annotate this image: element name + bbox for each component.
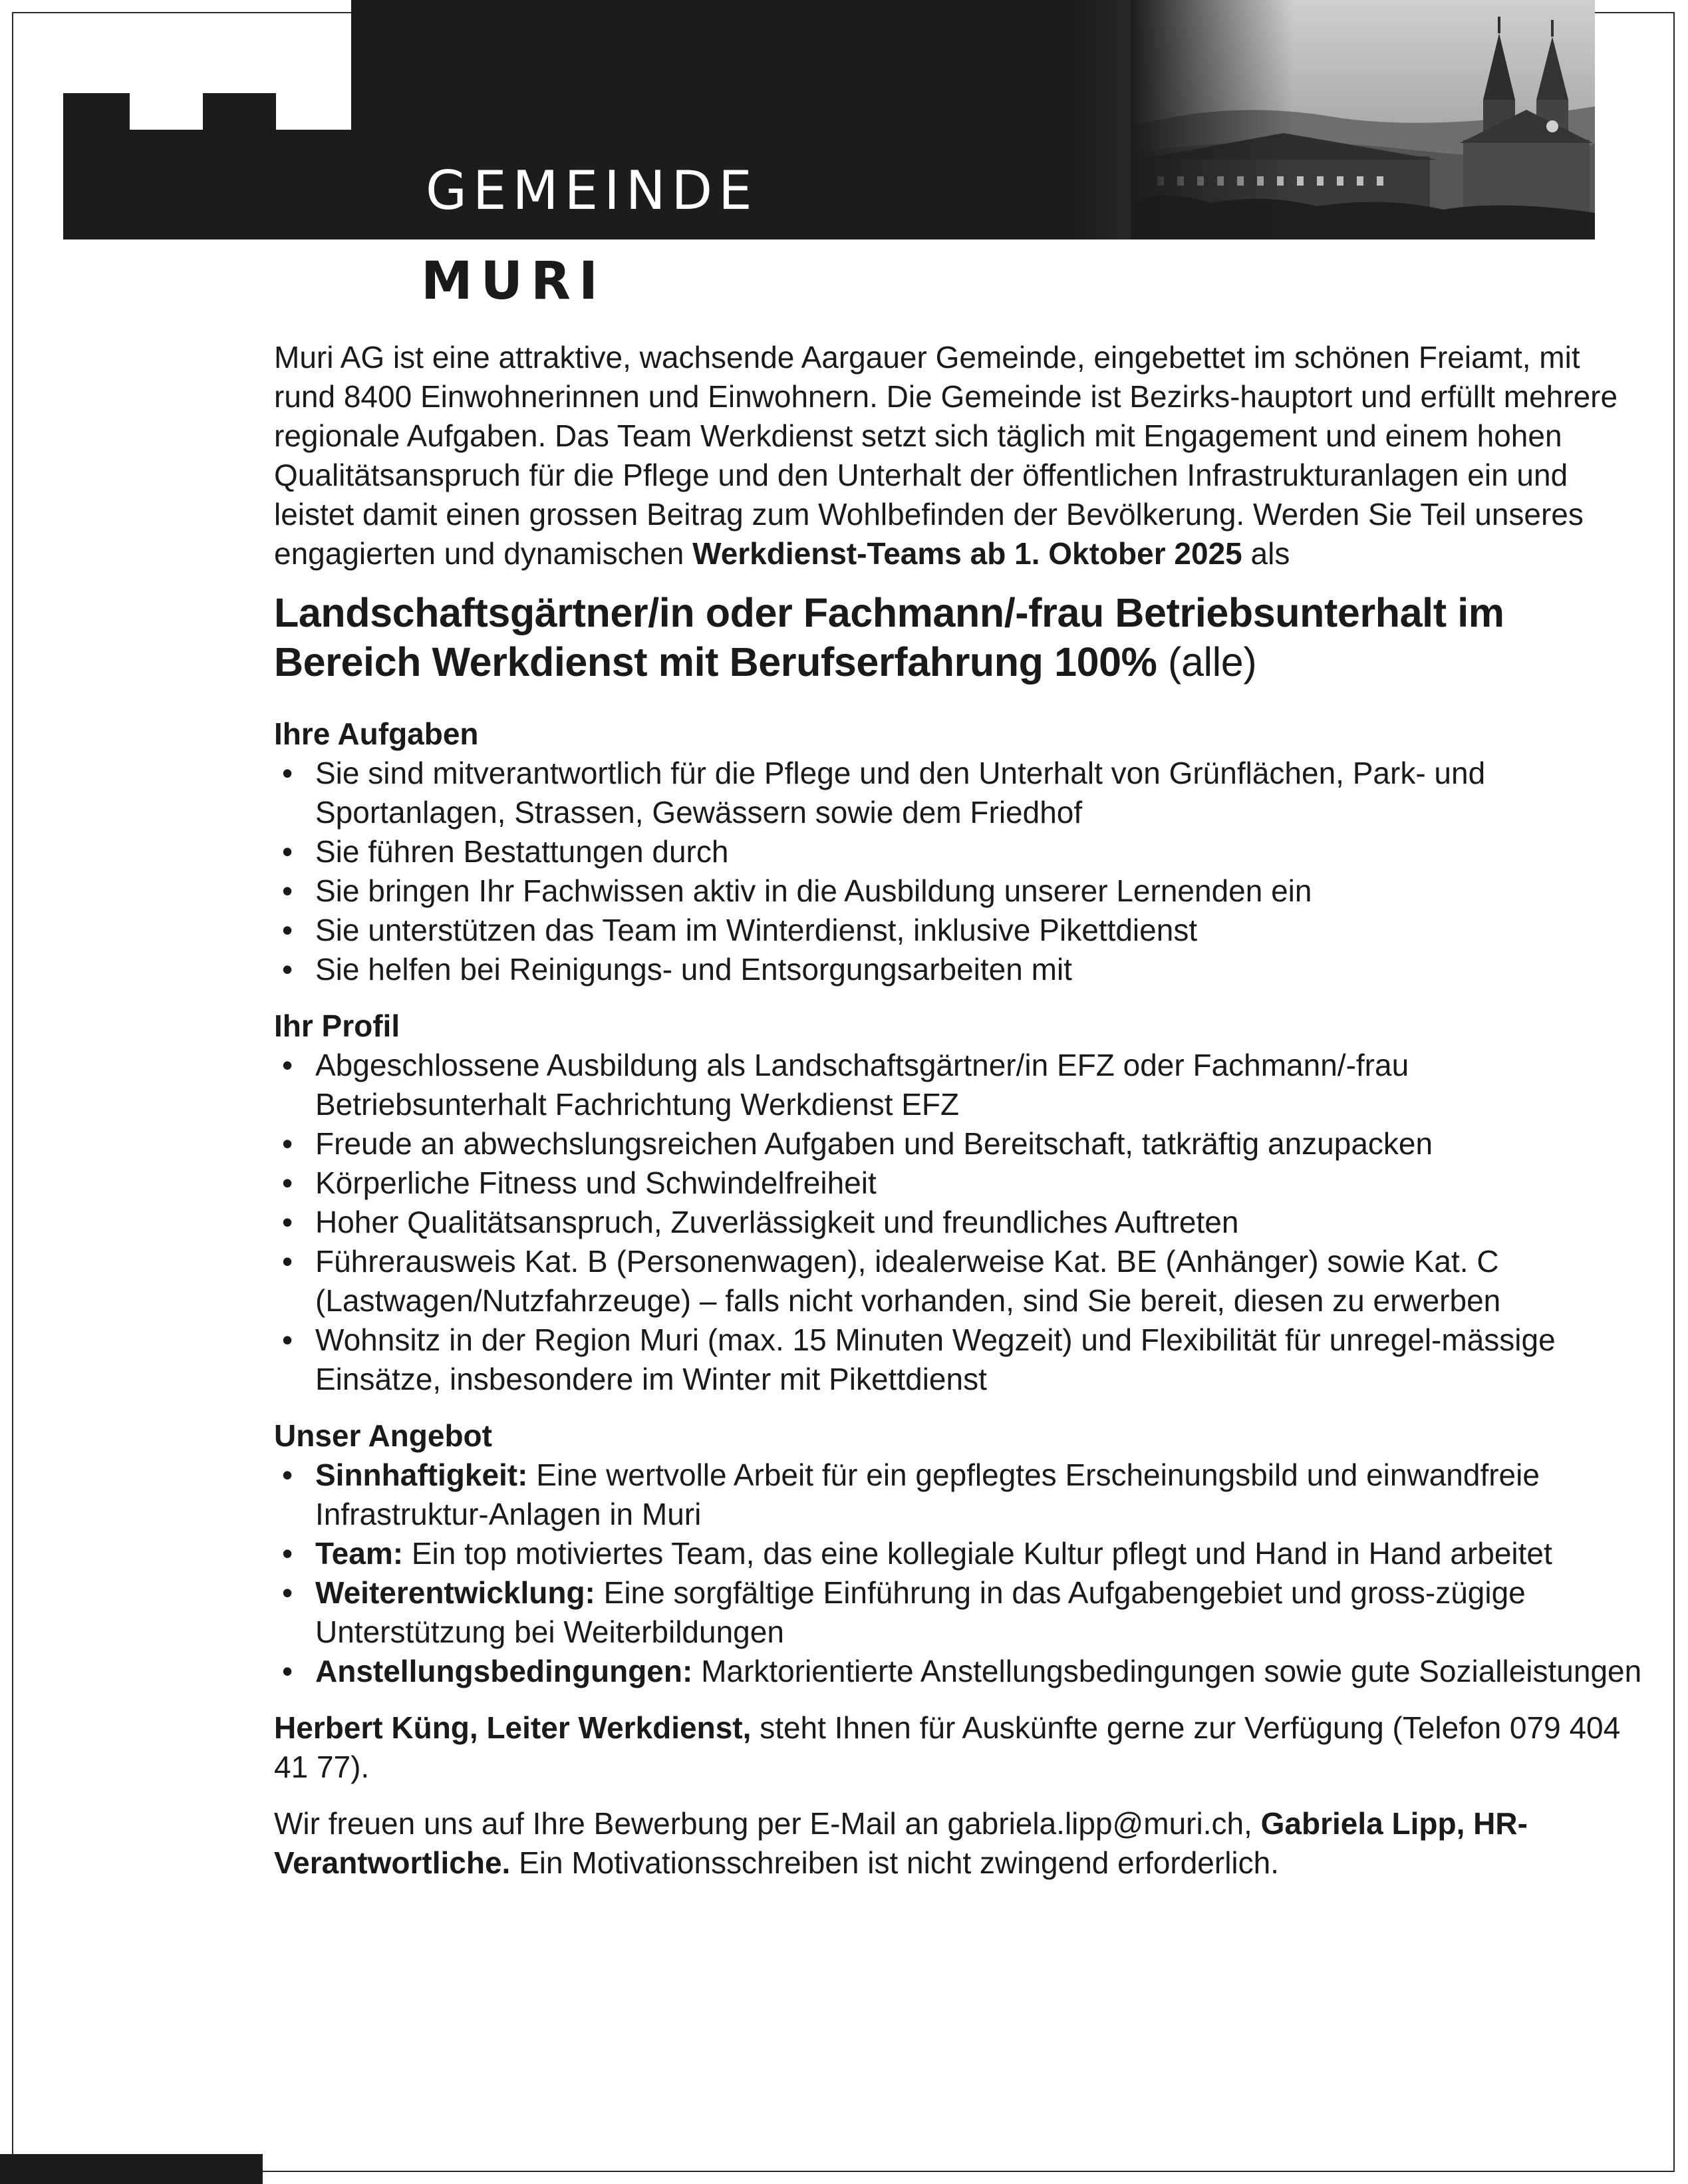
bullet-icon: •	[282, 1244, 293, 1279]
list-item: • Körperliche Fitness und Schwindelfreiheit	[274, 1164, 1644, 1203]
job-ad-content	[274, 338, 1644, 1883]
intro-paragraph	[274, 338, 1644, 573]
bullet-icon: •	[282, 913, 293, 947]
bullet-icon: •	[282, 1166, 293, 1200]
list-item: • Abgeschlossene Ausbildung als Landschaftsgärtner/in EFZ oder Fachmann/-frau Betriebsunterhalt Fachrichtung Werkdienst EFZ	[274, 1046, 1644, 1124]
bullet-icon: •	[282, 873, 293, 908]
crenel-logo-block-1	[63, 93, 130, 239]
offer-label: Team:	[315, 1536, 404, 1571]
header	[0, 0, 1688, 313]
offer-heading: Unser Angebot	[274, 1418, 492, 1453]
start-suffix: als	[1250, 536, 1290, 571]
crenel-logo-block-3	[203, 93, 276, 239]
tasks-list	[274, 754, 1644, 989]
profile-heading: Ihr Profil	[274, 1009, 400, 1043]
list-item: • Sie bringen Ihr Fachwissen aktiv in die Ausbildung unserer Lernenden ein	[274, 871, 1644, 911]
bullet-icon: •	[282, 756, 293, 790]
list-item: • Sie führen Bestattungen durch	[274, 832, 1644, 871]
church-silhouette-icon	[1131, 0, 1595, 239]
hr-contact-name: Gabriela Lipp, HR-Verantwortliche.	[274, 1806, 1528, 1880]
job-title-text: Landschaftsgärtner/in oder Fachmann/-frau Betriebsunterhalt im Bereich Werkdienst mit Berufserfahrung 100%	[274, 590, 1504, 685]
crenel-logo-block-2	[130, 130, 203, 239]
bullet-icon: •	[282, 1654, 293, 1688]
brand-gemeinde: GEMEINDE	[426, 160, 758, 222]
list-item: • Anstellungsbedingungen: Marktorientierte Anstellungsbedingungen sowie gute Sozialleistungen	[274, 1652, 1644, 1691]
list-item: • Weiterentwicklung: Eine sorgfältige Einführung in das Aufgabengebiet und gross-zügige Unterstützung bei Weiterbildungen	[274, 1573, 1644, 1652]
list-item: • Sie helfen bei Reinigungs- und Entsorgungsarbeiten mit	[274, 950, 1644, 989]
application-note: Ein Motivationsschreiben ist nicht zwingend erforderlich.	[519, 1845, 1280, 1880]
contact-name: Herbert Küng, Leiter Werkdienst,	[274, 1710, 752, 1745]
list-item: • Sie unterstützen das Team im Winterdienst, inklusive Pikettdienst	[274, 911, 1644, 950]
offer-list	[274, 1456, 1644, 1691]
bullet-icon: •	[282, 1126, 293, 1161]
application-email[interactable]: gabriela.lipp@muri.ch,	[947, 1806, 1252, 1841]
crenel-logo-block-4	[276, 130, 351, 239]
offer-label: Sinnhaftigkeit:	[315, 1458, 528, 1492]
offer-label: Anstellungsbedingungen:	[315, 1654, 693, 1688]
list-item: • Wohnsitz in der Region Muri (max. 15 Minuten Wegzeit) und Flexibilität für unregel-mässige Einsätze, insbesondere im Winter mit Pikettdienst	[274, 1321, 1644, 1399]
job-title-suffix: (alle)	[1168, 639, 1257, 685]
list-item: • Führerausweis Kat. B (Personenwagen), idealerweise Kat. BE (Anhänger) sowie Kat. C (Lastwagen/Nutzfahrzeuge) – falls nicht vorhanden, sind Sie bereit, diesen zu erwerben	[274, 1242, 1644, 1321]
bullet-icon: •	[282, 1323, 293, 1357]
list-item: • Hoher Qualitätsanspruch, Zuverlässigkeit und freundliches Auftreten	[274, 1203, 1644, 1242]
application-text: Wir freuen uns auf Ihre Bewerbung per E-Mail an	[274, 1806, 939, 1841]
brand-muri: MURI	[421, 251, 607, 311]
application-paragraph	[274, 1804, 1644, 1883]
profile-list	[274, 1046, 1644, 1399]
tasks-heading: Ihre Aufgaben	[274, 716, 479, 751]
church-landscape-photo	[1131, 0, 1595, 239]
offer-label: Weiterentwicklung:	[315, 1575, 595, 1610]
contact-text: steht Ihnen für Auskünfte gerne zur Verfügung (Telefon 079 404 41 77).	[274, 1710, 1621, 1784]
bullet-icon: •	[282, 952, 293, 987]
bullet-icon: •	[282, 834, 293, 869]
list-item: • Sinnhaftigkeit: Eine wertvolle Arbeit für ein gepflegtes Erscheinungsbild und einwandfreie Infrastruktur-Anlagen in Muri	[274, 1456, 1644, 1534]
list-item: • Freude an abwechslungsreichen Aufgaben und Bereitschaft, tatkräftig anzupacken	[274, 1124, 1644, 1164]
footer-bar	[0, 2154, 263, 2184]
bullet-icon: •	[282, 1048, 293, 1082]
intro-text: Muri AG ist eine attraktive, wachsende Aargauer Gemeinde, eingebettet im schönen Freiamt, mit rund 8400 Einwohnerinnen und Einwohnern. Die Gemeinde ist Bezirks-hauptort und erfüllt mehrere regionale Aufgaben. Das Team Werkdienst setzt sich täglich mit Engagement und einem hohen Qualitätsanspruch für die Pflege und den Unterhalt der öffentlichen Infrastrukturanlagen ein und leistet damit einen grossen Beitrag zum Wohlbefinden der Bevölkerung. Werden Sie Teil unseres engagierten und dynamischen	[274, 340, 1618, 571]
bullet-icon: •	[282, 1205, 293, 1239]
job-title	[274, 588, 1644, 687]
list-item: • Team: Ein top motiviertes Team, das eine kollegiale Kultur pflegt und Hand in Hand arbeitet	[274, 1534, 1644, 1573]
bullet-icon: •	[282, 1536, 293, 1571]
start-date: Werkdienst-Teams ab 1. Oktober 2025	[692, 536, 1242, 571]
bullet-icon: •	[282, 1458, 293, 1492]
list-item: • Sie sind mitverantwortlich für die Pflege und den Unterhalt von Grünflächen, Park- und Sportanlagen, Strassen, Gewässern sowie dem Friedhof	[274, 754, 1644, 832]
bullet-icon: •	[282, 1575, 293, 1610]
contact-paragraph	[274, 1708, 1644, 1787]
